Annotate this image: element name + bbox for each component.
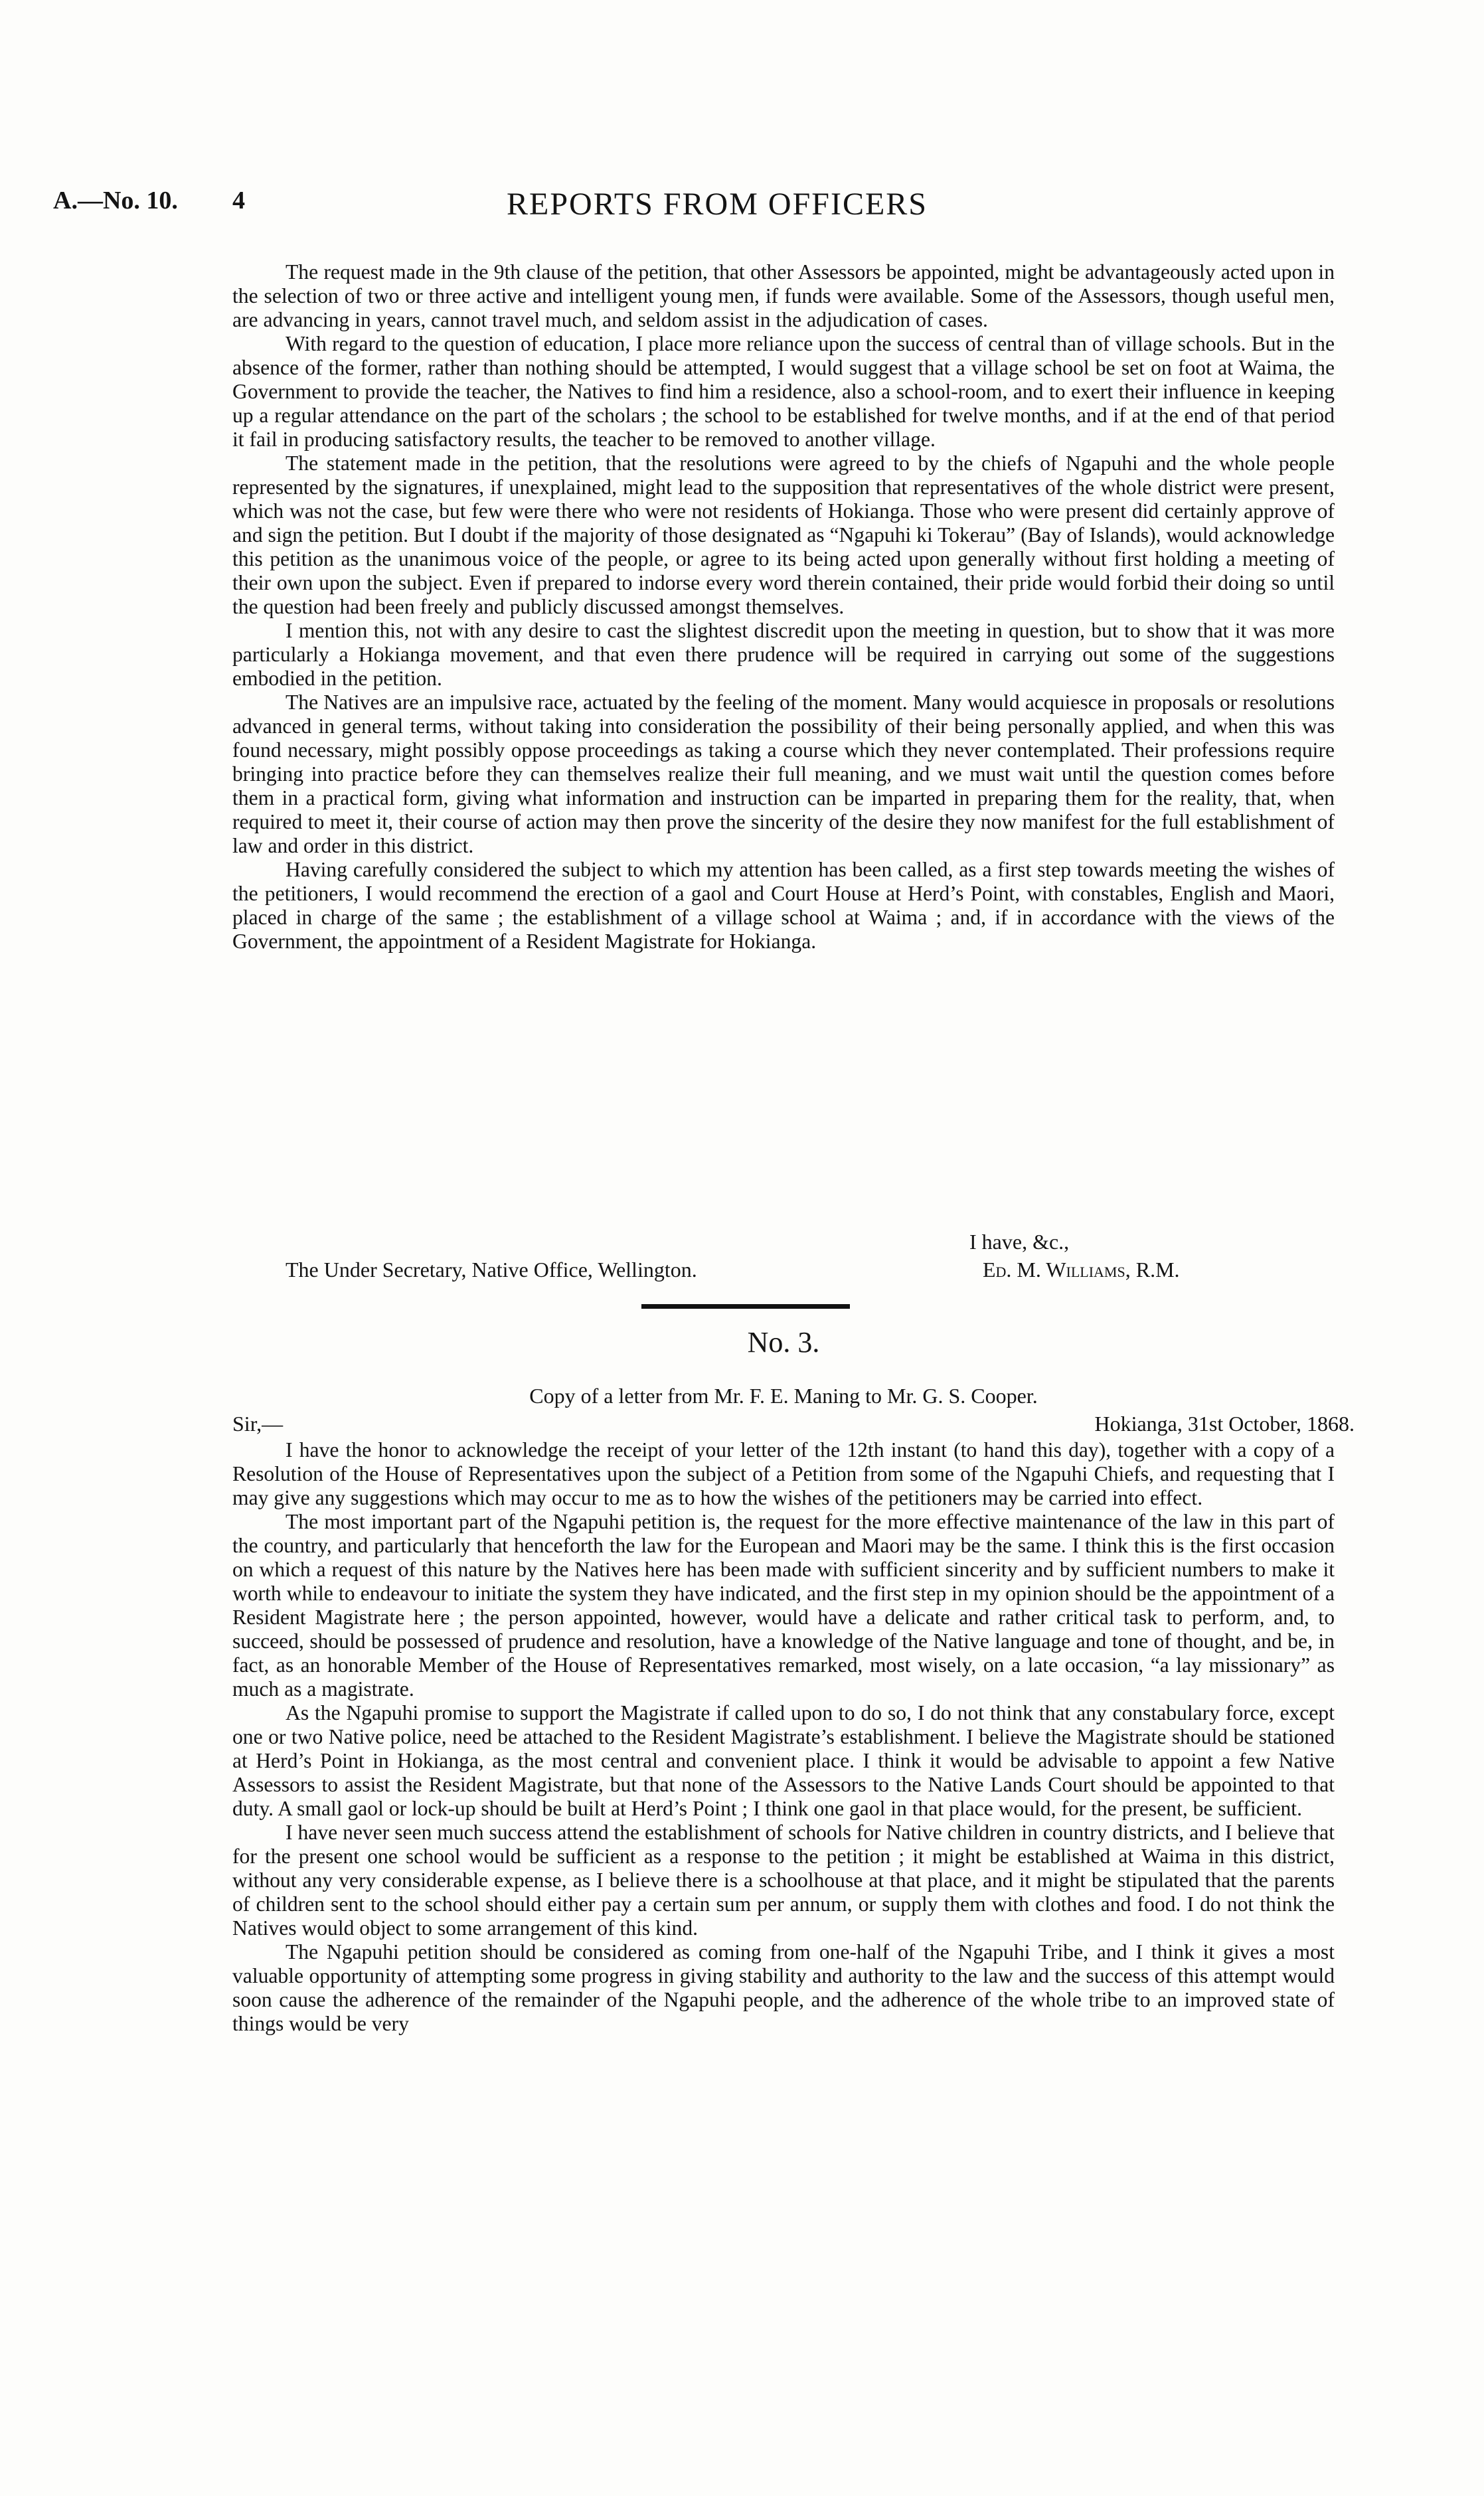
paragraph: The most important part of the Ngapuhi petition is, the request for the more effective maintenance of the law in this part of the country, and particularly that henceforth the law for the European and Maori may be the same. I think this is the first occasion on which a request of this nature by the Natives here has been made with sufficient sincerity and by sufficient numbers to make it worth while to endeavour to initiate the system they have indicated, and the first step in my opinion should be the appointment of a Resident Magistrate here ; the person appointed, however, would have a delicate and rather critical task to perform, and, to succeed, should be possessed of prudence and resolution, have a knowledge of the Native language and tone of thought, and be, in fact, as an honorable Member of the House of Representatives remarked, most wisely, on a late occasion, “a lay missionary” as much as a magistrate. [232,1510,1335,1701]
section-number: No. 3. [747,1326,820,1359]
paragraph: I have never seen much success attend the establishment of schools for Native children in country districts, and I believe that for the present one school would be sufficient as a response to the petition ; it might be established at Waima in this district, without any very considerable expense, as I believe there is a schoolhouse at that place, and it might be stipulated that the parents of children sent to the school should either pay a certain sum per annum, or supply them with clothes and food. I do not think the Natives would object to some arrangement of this kind. [232,1821,1335,1940]
paragraph: I have the honor to acknowledge the receipt of your letter of the 12th instant (to hand this day), together with a copy of a Resolution of the House of Representatives upon the subject of a Petition from some of the Ngapuhi Chiefs, and requesting that I may give any suggestions which may occur to me as to how the wishes of the petitioners may be carried into effect. [232,1438,1335,1509]
report-2-body [232,1438,1335,2036]
salutation: Sir,— [232,1412,284,1436]
closing-formula: I have, &c., [969,1230,1070,1254]
document-reference: A.—No. 10. [53,187,178,214]
signature: Ed. M. Williams, R.M. [983,1258,1180,1282]
page-number: 4 [232,187,245,214]
report-1-body [232,260,1335,954]
page-header [53,186,1381,232]
section-divider [641,1304,850,1309]
paragraph: The statement made in the petition, that the resolutions were agreed to by the chiefs of Ngapuhi and the whole people represented by the signatures, if unexplained, might lead to the supposition that representatives of the whole district were present, which was not the case, but few were there who were not residents of Hokianga. Those who were present did certainly approve of and sign the petition. But I doubt if the majority of those designated as “Ngapuhi ki Tokerau” (Bay of Islands), would acknowledge this petition as the unanimous voice of the people, or agree to its being acted upon generally without first holding a meeting of their own upon the subject. Even if prepared to indorse every word therein contained, their pride would forbid their doing so until the question had been freely and publicly discussed amongst themselves. [232,452,1335,618]
paragraph: With regard to the question of education, I place more reliance upon the success of central than of village schools. But in the absence of the former, rather than nothing should be attempted, I would suggest that a village school be set on foot at Waima, the Government to provide the teacher, the Natives to find him a residence, also a school-room, and to exert their influence in keeping up a regular attendance on the part of the scholars ; the school to be established for twelve months, and if at the end of that period it fail in producing satisfactory results, the teacher to be removed to another village. [232,332,1335,451]
page-title: REPORTS FROM OFFICERS [507,187,928,222]
paragraph: Having carefully considered the subject to which my attention has been called, as a first step towards meeting the wishes of the petitioners, I would recommend the erection of a gaol and Court House at Herd’s Point, with constables, English and Maori, placed in charge of the same ; the establishment of a village school at Waima ; and, if in accordance with the views of the Government, the appointment of a Resident Magistrate for Hokianga. [232,858,1335,953]
place-date: Hokianga, 31st October, 1868. [1094,1412,1355,1436]
addressee: The Under Secretary, Native Office, Wellington. [286,1258,697,1282]
paragraph: As the Ngapuhi promise to support the Magistrate if called upon to do so, I do not think that any constabulary force, except one or two Native police, need be attached to the Resident Magistrate’s establishment. I believe the Magistrate should be stationed at Herd’s Point in Hokianga, as the most central and convenient place. I think it would be advisable to appoint a few Native Assessors to assist the Resident Magistrate, but that none of the Assessors to the Native Lands Court should be appointed to that duty. A small gaol or lock-up should be built at Herd’s Point ; I think one gaol in that place would, for the present, be sufficient. [232,1701,1335,1820]
paragraph: I mention this, not with any desire to cast the slightest discredit upon the meeting in question, but to show that it was more particularly a Hokianga movement, and that even there prudence will be required in carrying out some of the suggestions embodied in the petition. [232,619,1335,690]
paragraph: The Ngapuhi petition should be considered as coming from one-half of the Ngapuhi Tribe, and I think it gives a most valuable opportunity of attempting some progress in giving stability and authority to the law and the success of this attempt would soon cause the adherence of the remainder of the Ngapuhi people, and the adherence of the whole tribe to an improved state of things would be very [232,1940,1335,2035]
section-subtitle: Copy of a letter from Mr. F. E. Maning to Mr. G. S. Cooper. [529,1384,1038,1408]
paragraph: The Natives are an impulsive race, actuated by the feeling of the moment. Many would acquiesce in proposals or resolutions advanced in general terms, without taking into consideration the possibility of their being personally applied, and when this was found necessary, might possibly oppose proceedings as taking a course which they never contemplated. Their professions require bringing into practice before they can themselves realize their full meaning, and we must wait until the question comes before them in a practical form, giving what information and instruction can be imparted in preparing them for the reality, that, when required to meet it, their course of action may then prove the sincerity of the desire they now manifest for the full establishment of law and order in this district. [232,691,1335,857]
paragraph: The request made in the 9th clause of the petition, that other Assessors be appointed, might be advantageously acted upon in the selection of two or three active and intelligent young men, if funds were available. Some of the Assessors, though useful men, are advancing in years, cannot travel much, and seldom assist in the adjudication of cases. [232,260,1335,331]
